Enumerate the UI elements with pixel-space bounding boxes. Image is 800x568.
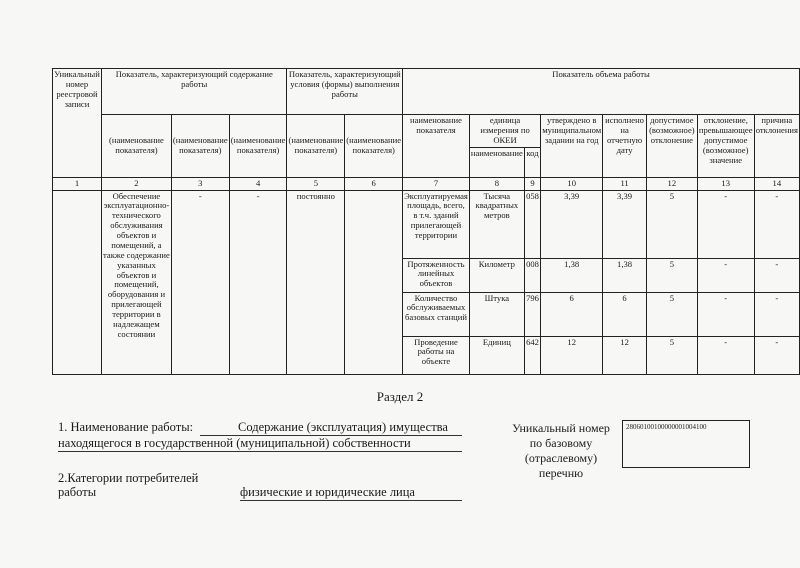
unit-name-cell: Штука	[469, 292, 524, 336]
col-number: 2	[101, 177, 171, 190]
header-deviation-over: отклонение, превышающее допустимое (возможное) значение	[697, 115, 754, 178]
indicator-name-cell: Проведение работы на объекте	[403, 336, 470, 374]
unique-code-box: 28060100100000001004100	[622, 420, 750, 468]
unit-name-cell: Единиц	[469, 336, 524, 374]
work-name-label: 1. Наименование работы:	[58, 420, 194, 434]
executed-cell: 6	[603, 292, 647, 336]
executed-cell: 1,38	[603, 258, 647, 292]
col-number: 12	[646, 177, 697, 190]
header-content-indicator: Показатель, характеризующий содержание работы	[101, 69, 287, 115]
header-sub-name-4: (наименование показателя)	[287, 115, 345, 178]
table-row	[53, 190, 800, 258]
header-unique-number: Уникальный номер реестровой записи	[53, 69, 102, 178]
condition-value-cell: постоянно	[287, 190, 345, 374]
col-number: 9	[524, 177, 540, 190]
work-description-cell: Обеспечение эксплуатационно-технического обслуживания объектов и помещений, а также содержание указанных объектов и помещений, оборудования и прилегающей территории в надлежащем состоянии	[101, 190, 171, 374]
allowed-cell: 5	[646, 190, 697, 258]
col-number: 8	[469, 177, 524, 190]
unit-name-cell: Тысяча квадратных метров	[469, 190, 524, 258]
condition-empty-cell	[345, 190, 403, 374]
approved-cell: 6	[541, 292, 603, 336]
header-sub-name-3: (наименование показателя)	[229, 115, 287, 178]
header-sub-name-2: (наименование показателя)	[171, 115, 229, 178]
consumers-label-2: работы	[58, 485, 97, 499]
over-cell: -	[697, 258, 754, 292]
col-number: 1	[53, 177, 102, 190]
header-unit-code: код	[524, 147, 540, 177]
indicator-name-cell: Эксплуатируемая площадь, всего, в т.ч. зданий прилегающей территории	[403, 190, 470, 258]
column-numbers-row	[53, 177, 800, 190]
consumers-value: физические и юридические лица	[240, 485, 462, 501]
unit-code-cell: 642	[524, 336, 540, 374]
unit-code-cell: 008	[524, 258, 540, 292]
header-conditions-indicator: Показатель, характеризующий условия (формы) выполнения работы	[287, 69, 403, 115]
reason-cell: -	[754, 258, 799, 292]
section-title: Раздел 2	[376, 389, 424, 404]
indicator-name-cell: Количество обслуживаемых базовых станций	[403, 292, 470, 336]
work-name-value-1: Содержание (эксплуатация) имущества	[200, 420, 462, 436]
col-number: 5	[287, 177, 345, 190]
work-volume-table	[52, 68, 800, 375]
unique-number-label: Уникальный номер по базовому (отраслевому) перечню	[512, 421, 610, 480]
content-value-cell: -	[171, 190, 229, 374]
col-number: 3	[171, 177, 229, 190]
over-cell: -	[697, 292, 754, 336]
approved-cell: 1,38	[541, 258, 603, 292]
unit-code-cell: 796	[524, 292, 540, 336]
unit-name-cell: Километр	[469, 258, 524, 292]
col-number: 14	[754, 177, 799, 190]
col-number: 7	[403, 177, 470, 190]
header-volume-indicator: Показатель объема работы	[403, 69, 800, 115]
work-name-value-2: находящегося в государственной (муниципальной) собственности	[58, 436, 462, 452]
reason-cell: -	[754, 336, 799, 374]
col-number: 11	[603, 177, 647, 190]
over-cell: -	[697, 336, 754, 374]
header-sub-name-5: (наименование показателя)	[345, 115, 403, 178]
reason-cell: -	[754, 292, 799, 336]
header-sub-name-1: (наименование показателя)	[101, 115, 171, 178]
allowed-cell: 5	[646, 292, 697, 336]
header-unit-name: наименование	[469, 147, 524, 177]
header-deviation-reason: причина отклонения	[754, 115, 799, 178]
allowed-cell: 5	[646, 336, 697, 374]
approved-cell: 12	[541, 336, 603, 374]
approved-cell: 3,39	[541, 190, 603, 258]
executed-cell: 12	[603, 336, 647, 374]
header-unit-okei: единица измерения по ОКЕИ	[469, 115, 540, 148]
reason-cell: -	[754, 190, 799, 258]
unique-number-cell	[53, 190, 102, 374]
col-number: 13	[697, 177, 754, 190]
allowed-cell: 5	[646, 258, 697, 292]
consumers-label-1: 2.Категории потребителей	[58, 471, 199, 485]
header-approved: утверждено в муниципальном задании на год	[541, 115, 603, 178]
content-value-cell: -	[229, 190, 287, 374]
col-number: 6	[345, 177, 403, 190]
indicator-name-cell: Протяженность линейных объектов	[403, 258, 470, 292]
col-number: 10	[541, 177, 603, 190]
over-cell: -	[697, 190, 754, 258]
unit-code-cell: 058	[524, 190, 540, 258]
header-indicator-name: наименование показателя	[403, 115, 470, 178]
header-executed: исполнено на отчетную дату	[603, 115, 647, 178]
header-allowed-deviation: допустимое (возможное) отклонение	[646, 115, 697, 178]
col-number: 4	[229, 177, 287, 190]
executed-cell: 3,39	[603, 190, 647, 258]
